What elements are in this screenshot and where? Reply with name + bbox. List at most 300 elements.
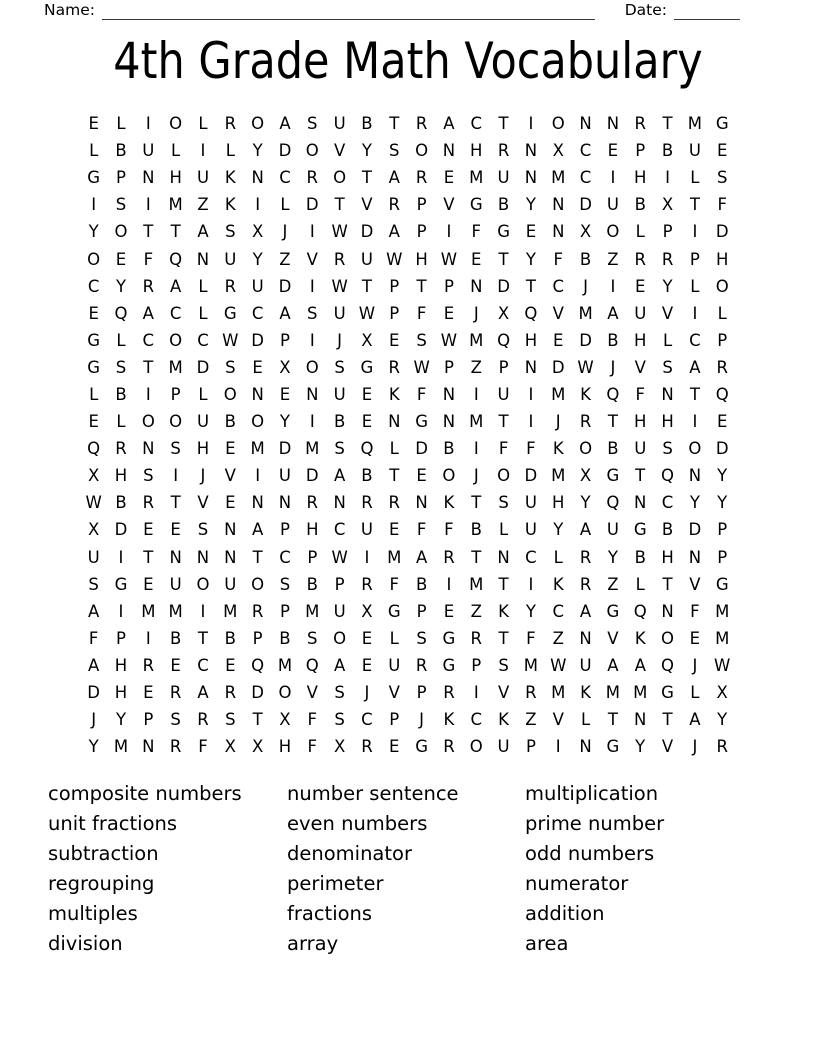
grid-letter: J	[337, 330, 343, 350]
grid-letter: D	[251, 683, 264, 703]
grid-letter: Y	[525, 601, 536, 621]
grid-letter: A	[689, 357, 701, 377]
grid-letter: D	[278, 141, 292, 161]
grid-letter: O	[333, 168, 347, 188]
grid-letter: E	[279, 384, 291, 404]
grid-letter: P	[279, 601, 290, 621]
grid-letter: B	[115, 384, 127, 404]
grid-letter: L	[580, 710, 591, 730]
grid-letter: X	[361, 330, 373, 350]
grid-letter: Q	[633, 601, 647, 621]
grid-letter: H	[470, 141, 483, 161]
grid-letter: D	[196, 357, 210, 377]
grid-letter: Q	[87, 439, 101, 459]
grid-letter: W	[714, 655, 731, 675]
grid-letter: M	[469, 574, 484, 594]
grid-letter: E	[416, 466, 427, 486]
grid-letter: G	[661, 683, 674, 703]
grid-letter: R	[470, 628, 482, 648]
grid-letter: O	[305, 141, 319, 161]
grid-row	[80, 516, 736, 543]
grid-letter: I	[692, 412, 698, 432]
grid-letter: T	[662, 710, 673, 730]
grid-letter: Y	[525, 195, 536, 215]
grid-letter: G	[223, 303, 237, 323]
grid-letter: K	[498, 601, 509, 621]
grid-letter: Y	[115, 276, 127, 296]
grid-letter: V	[361, 195, 373, 215]
grid-letter: I	[200, 601, 206, 621]
grid-letter: C	[552, 276, 564, 296]
grid-letter: U	[333, 601, 346, 621]
grid-letter: N	[606, 114, 620, 134]
grid-letter: S	[143, 466, 154, 486]
grid-letter: Y	[115, 710, 127, 730]
grid-letter: Y	[580, 493, 591, 513]
grid-letter: B	[306, 574, 318, 594]
grid-letter: R	[443, 547, 455, 567]
grid-letter: U	[497, 384, 510, 404]
grid-letter: D	[551, 357, 565, 377]
grid-letter: S	[416, 330, 427, 350]
grid-letter: B	[115, 141, 127, 161]
grid-letter: I	[692, 303, 698, 323]
grid-letter: M	[305, 439, 320, 459]
grid-letter: B	[579, 249, 592, 269]
grid-letter: P	[252, 628, 263, 648]
grid-letter: C	[470, 710, 483, 730]
grid-letter: A	[88, 655, 100, 675]
grid-letter: N	[524, 141, 538, 161]
grid-letter: L	[635, 222, 645, 242]
grid-letter: M	[715, 601, 730, 621]
grid-letter: N	[306, 384, 319, 404]
grid-letter: A	[689, 710, 701, 730]
grid-letter: H	[114, 683, 128, 703]
grid-letter: X	[579, 222, 592, 242]
grid-letter: O	[442, 466, 456, 486]
grid-letter: E	[170, 655, 181, 675]
grid-letter: H	[634, 168, 647, 188]
grid-letter: L	[662, 330, 673, 350]
grid-letter: Z	[607, 249, 619, 269]
grid-letter: W	[413, 357, 430, 377]
grid-letter: N	[688, 466, 702, 486]
grid-letter: I	[610, 276, 616, 296]
grid-letter: E	[225, 493, 236, 513]
grid-letter: F	[416, 520, 427, 540]
grid-letter: I	[255, 195, 261, 215]
grid-letter: R	[251, 601, 264, 621]
grid-letter: P	[279, 330, 290, 350]
word-item: composite numbers	[48, 782, 242, 805]
grid-letter: Y	[607, 547, 618, 567]
word-item: addition	[525, 901, 605, 925]
grid-letter: E	[443, 601, 455, 621]
grid-letter: I	[91, 195, 97, 215]
grid-letter: U	[360, 249, 373, 269]
grid-letter: T	[361, 168, 372, 188]
grid-letter: S	[88, 574, 99, 594]
grid-letter: A	[251, 520, 264, 540]
grid-letter: N	[442, 141, 456, 161]
grid-letter: M	[523, 655, 539, 675]
grid-letter: H	[524, 330, 538, 350]
word-item: area	[525, 931, 569, 955]
grid-letter: A	[607, 655, 619, 675]
grid-letter: O	[415, 141, 429, 161]
grid-letter: C	[333, 520, 346, 540]
grid-letter: L	[198, 303, 208, 323]
grid-letter: H	[415, 249, 428, 269]
grid-row	[80, 462, 736, 489]
grid-letter: C	[525, 547, 537, 567]
grid-letter: R	[415, 655, 428, 675]
grid-letter: I	[555, 737, 561, 757]
grid-letter: M	[551, 466, 566, 486]
grid-letter: E	[635, 276, 646, 296]
grid-letter: B	[224, 412, 236, 432]
grid-letter: Q	[524, 303, 538, 323]
grid-letter: O	[497, 466, 511, 486]
grid-letter: S	[498, 655, 509, 675]
grid-row	[80, 300, 736, 327]
grid-letter: T	[252, 710, 263, 730]
grid-letter: J	[555, 412, 561, 432]
grid-letter: N	[661, 601, 674, 621]
grid-letter: U	[524, 520, 537, 540]
grid-letter: G	[715, 114, 729, 134]
grid-letter: A	[197, 222, 209, 242]
grid-letter: E	[252, 357, 263, 377]
grid-letter: O	[305, 357, 319, 377]
grid-letter: I	[255, 466, 261, 486]
grid-letter: F	[553, 249, 563, 269]
grid-letter: X	[497, 303, 510, 323]
grid-letter: N	[251, 493, 264, 513]
grid-letter: L	[690, 168, 700, 188]
grid-letter: O	[688, 439, 702, 459]
grid-letter: R	[224, 114, 237, 134]
grid-letter: M	[277, 655, 293, 675]
grid-letter: I	[364, 547, 370, 567]
grid-letter: F	[526, 439, 536, 459]
grid-letter: U	[360, 520, 373, 540]
grid-letter: T	[498, 114, 509, 134]
grid-letter: U	[634, 303, 647, 323]
grid-letter: R	[142, 276, 155, 296]
grid-letter: I	[473, 439, 479, 459]
grid-letter: M	[250, 439, 265, 459]
grid-letter: J	[364, 683, 370, 703]
grid-letter: T	[471, 493, 482, 513]
grid-letter: X	[361, 601, 373, 621]
grid-letter: N	[196, 547, 210, 567]
word-item: perimeter	[287, 871, 384, 895]
grid-letter: E	[607, 141, 619, 161]
grid-letter: N	[388, 412, 401, 432]
grid-letter: N	[688, 547, 702, 567]
grid-letter: F	[307, 710, 318, 730]
grid-letter: S	[197, 520, 209, 540]
grid-letter: X	[333, 737, 346, 757]
grid-letter: J	[200, 466, 206, 486]
grid-letter: S	[307, 303, 318, 323]
grid-letter: B	[169, 628, 182, 648]
grid-letter: N	[579, 628, 592, 648]
grid-letter: H	[634, 330, 647, 350]
grid-letter: I	[528, 574, 534, 594]
grid-letter: H	[169, 168, 182, 188]
grid-letter: C	[279, 168, 291, 188]
grid-letter: K	[443, 710, 455, 730]
grid-letter: W	[358, 303, 376, 323]
grid-letter: A	[388, 222, 400, 242]
grid-row	[80, 489, 736, 516]
grid-letter: D	[497, 276, 510, 296]
grid-letter: L	[498, 520, 509, 540]
grid-letter: Y	[635, 737, 646, 757]
grid-letter: L	[690, 276, 700, 296]
grid-letter: R	[716, 357, 728, 377]
grid-letter: P	[279, 520, 290, 540]
grid-letter: A	[333, 466, 346, 486]
grid-letter: B	[607, 439, 619, 459]
grid-letter: R	[443, 737, 455, 757]
word-item: even numbers	[287, 811, 428, 835]
grid-letter: R	[333, 249, 346, 269]
word-item: denominator	[287, 841, 412, 865]
grid-letter: C	[251, 303, 264, 323]
grid-letter: S	[115, 357, 127, 377]
grid-row	[80, 273, 736, 300]
grid-letter: T	[361, 276, 372, 296]
grid-letter: M	[223, 601, 238, 621]
grid-letter: P	[416, 195, 427, 215]
grid-letter: G	[606, 466, 620, 486]
grid-letter: D	[715, 222, 729, 242]
grid-letter: N	[251, 384, 264, 404]
grid-letter: U	[169, 574, 182, 594]
grid-letter: I	[118, 601, 124, 621]
grid-letter: R	[169, 737, 182, 757]
grid-letter: Q	[606, 493, 620, 513]
grid-letter: P	[116, 628, 126, 648]
grid-letter: U	[524, 493, 537, 513]
word-column	[48, 779, 287, 958]
grid-letter: E	[389, 330, 400, 350]
grid-letter: L	[225, 141, 235, 161]
grid-letter: Y	[252, 249, 263, 269]
grid-letter: E	[170, 520, 181, 540]
grid-letter: Y	[717, 710, 728, 730]
grid-letter: I	[473, 384, 479, 404]
word-item: fractions	[287, 901, 373, 925]
grid-row	[80, 245, 736, 272]
grid-letter: N	[142, 168, 155, 188]
grid-letter: L	[553, 547, 563, 567]
grid-letter: P	[443, 276, 454, 296]
grid-letter: M	[469, 330, 484, 350]
grid-letter: U	[333, 303, 346, 323]
date-blank-line	[674, 4, 740, 20]
grid-letter: F	[198, 737, 208, 757]
grid-letter: J	[583, 276, 588, 296]
grid-letter: Y	[717, 493, 728, 513]
grid-letter: T	[607, 710, 618, 730]
grid-letter: W	[222, 330, 239, 350]
grid-letter: A	[279, 114, 291, 134]
grid-letter: V	[306, 249, 318, 269]
grid-letter: B	[361, 114, 373, 134]
grid-letter: R	[361, 493, 373, 513]
grid-letter: X	[716, 683, 728, 703]
grid-letter: D	[251, 330, 264, 350]
grid-letter: B	[415, 574, 428, 594]
grid-letter: B	[443, 439, 455, 459]
grid-letter: T	[143, 222, 154, 242]
grid-letter: S	[334, 683, 345, 703]
grid-letter: V	[689, 574, 701, 594]
grid-letter: Y	[252, 141, 263, 161]
grid-letter: G	[715, 574, 729, 594]
grid-letter: X	[251, 222, 264, 242]
grid-letter: E	[525, 222, 537, 242]
grid-letter: M	[551, 683, 566, 703]
grid-letter: W	[331, 547, 348, 567]
grid-letter: I	[145, 195, 151, 215]
grid-letter: L	[198, 276, 208, 296]
grid-letter: T	[170, 493, 181, 513]
grid-letter: H	[634, 412, 647, 432]
grid-row	[80, 544, 736, 571]
grid-letter: I	[145, 114, 151, 134]
name-blank-line	[102, 4, 595, 20]
grid-row	[80, 652, 736, 679]
grid-letter: R	[306, 168, 319, 188]
grid-letter: S	[115, 195, 127, 215]
grid-letter: C	[197, 655, 209, 675]
grid-letter: O	[579, 439, 593, 459]
grid-letter: F	[444, 520, 454, 540]
grid-letter: M	[578, 303, 593, 323]
grid-letter: W	[550, 655, 567, 675]
grid-letter: Z	[607, 574, 619, 594]
grid-letter: I	[528, 384, 534, 404]
grid-letter: P	[717, 330, 728, 350]
grid-letter: F	[690, 601, 700, 621]
grid-letter: N	[278, 493, 292, 513]
grid-letter: K	[224, 195, 236, 215]
grid-letter: H	[552, 493, 565, 513]
grid-letter: S	[225, 222, 236, 242]
grid-letter: N	[579, 737, 592, 757]
grid-letter: B	[661, 520, 674, 540]
grid-letter: G	[387, 601, 401, 621]
grid-row	[80, 354, 736, 381]
grid-letter: Y	[279, 412, 290, 432]
grid-letter: R	[661, 249, 674, 269]
grid-letter: U	[251, 276, 264, 296]
grid-letter: G	[633, 520, 647, 540]
grid-letter: W	[386, 249, 403, 269]
grid-letter: S	[307, 114, 318, 134]
grid-letter: N	[415, 493, 428, 513]
grid-letter: Y	[689, 493, 700, 513]
grid-letter: Z	[470, 357, 482, 377]
grid-letter: P	[143, 710, 154, 730]
grid-letter: B	[224, 628, 236, 648]
grid-letter: E	[143, 520, 154, 540]
grid-row	[80, 137, 736, 164]
grid-letter: Z	[552, 628, 564, 648]
grid-letter: S	[334, 357, 345, 377]
grid-letter: G	[87, 357, 101, 377]
grid-letter: R	[197, 710, 209, 730]
grid-letter: V	[552, 303, 564, 323]
grid-letter: P	[471, 655, 482, 675]
grid-letter: O	[223, 384, 237, 404]
grid-letter: S	[389, 141, 400, 161]
grid-row	[80, 110, 736, 137]
grid-letter: G	[114, 574, 128, 594]
grid-letter: A	[388, 168, 400, 188]
grid-letter: L	[690, 683, 700, 703]
grid-letter: V	[661, 737, 674, 757]
grid-letter: T	[389, 114, 400, 134]
grid-letter: N	[142, 439, 155, 459]
grid-letter: R	[579, 574, 592, 594]
grid-letter: E	[88, 303, 99, 323]
grid-letter: E	[361, 412, 373, 432]
grid-letter: T	[498, 412, 509, 432]
grid-row	[80, 191, 736, 218]
grid-letter: C	[470, 114, 483, 134]
grid-letter: A	[197, 683, 209, 703]
grid-letter: C	[579, 168, 592, 188]
grid-letter: P	[635, 141, 646, 161]
grid-letter: O	[114, 222, 128, 242]
grid-letter: E	[443, 168, 455, 188]
grid-letter: D	[305, 466, 319, 486]
grid-letter: U	[388, 655, 401, 675]
grid-letter: N	[224, 547, 237, 567]
grid-letter: E	[88, 114, 99, 134]
word-list	[48, 779, 664, 958]
grid-letter: E	[689, 628, 701, 648]
word-item: prime number	[525, 811, 665, 835]
grid-letter: P	[416, 222, 427, 242]
grid-letter: O	[251, 412, 265, 432]
grid-letter: T	[525, 276, 536, 296]
grid-letter: A	[579, 520, 592, 540]
grid-letter: U	[224, 249, 237, 269]
grid-letter: O	[251, 114, 265, 134]
grid-letter: G	[415, 412, 428, 432]
grid-letter: B	[634, 195, 646, 215]
grid-row	[80, 706, 736, 733]
date-label: Date:	[624, 1, 667, 19]
grid-letter: D	[278, 276, 292, 296]
grid-letter: N	[634, 493, 647, 513]
grid-letter: I	[309, 222, 315, 242]
grid-letter: F	[635, 384, 645, 404]
grid-letter: X	[579, 466, 592, 486]
grid-letter: V	[197, 493, 209, 513]
grid-letter: U	[142, 141, 155, 161]
grid-letter: L	[635, 574, 645, 594]
grid-letter: I	[145, 628, 151, 648]
